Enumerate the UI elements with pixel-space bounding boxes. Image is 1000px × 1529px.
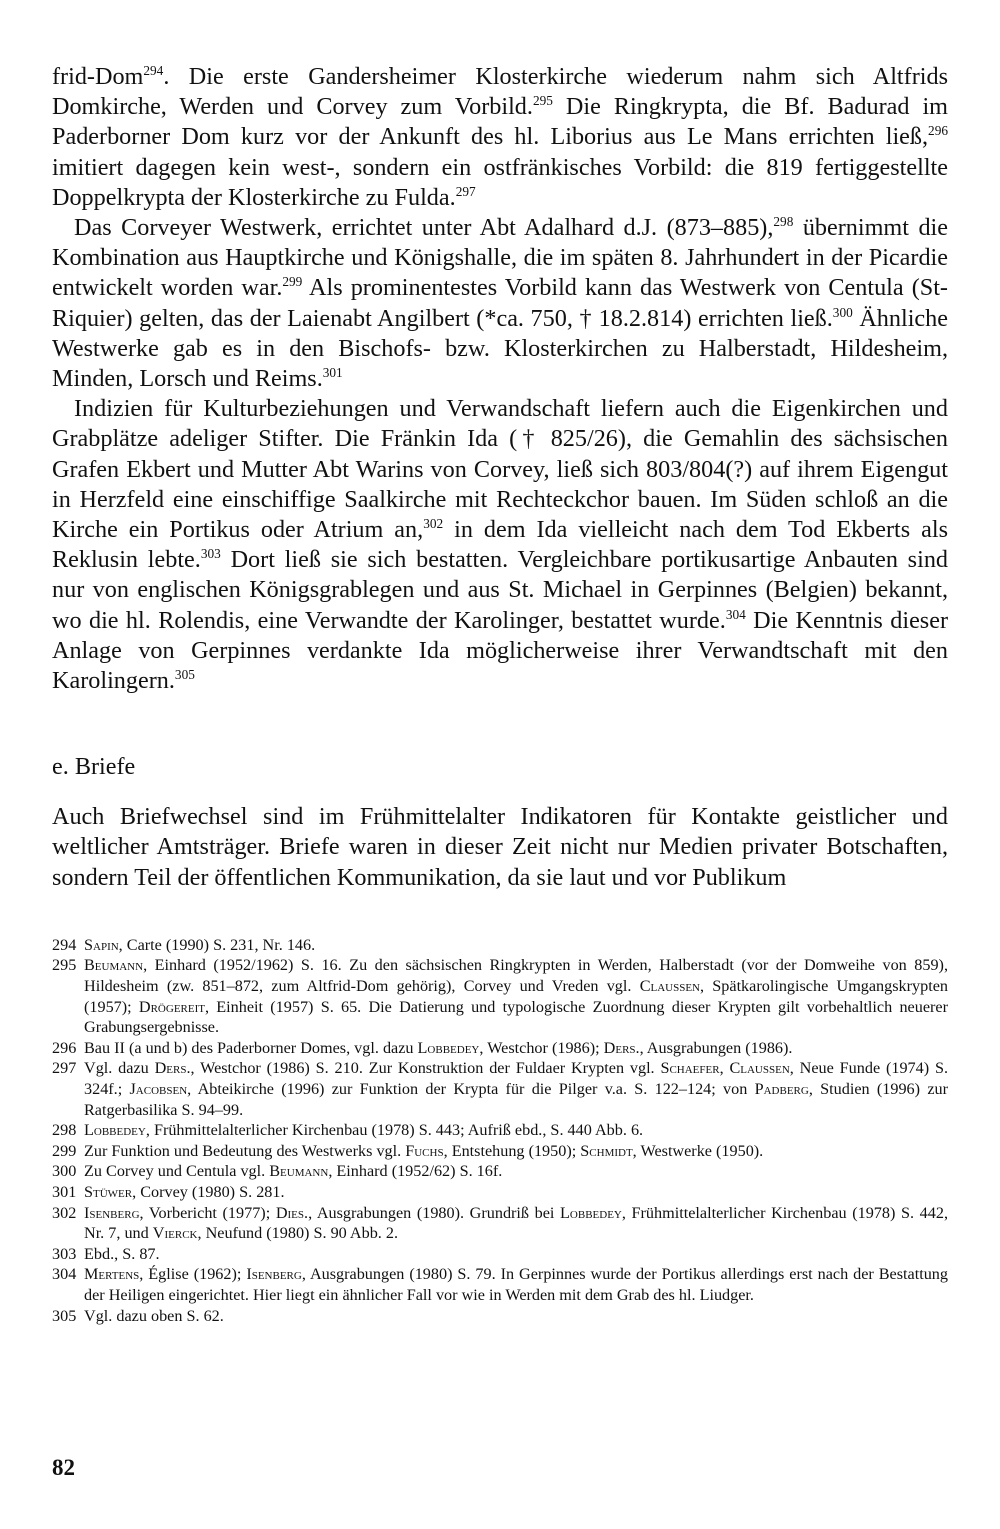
text-run: , Westchor (1986) S. 210. Zur Konstruktion der Fuldaer Krypten vgl. <box>190 1059 661 1078</box>
text-run: Zu Corvey und Centula vgl. <box>84 1162 270 1181</box>
text-run: . Die erste Gandersheimer Klosterkirche wiederum nahm sich Altfrids Domkirche, Werden und Corvey zum Vorbild. <box>52 63 948 121</box>
author-name: Vierck <box>152 1224 198 1243</box>
footnote-number: 303 <box>52 1244 77 1263</box>
author-name: Drögereit <box>138 997 205 1016</box>
text-run: , Abteikirche (1996) zur Funktion der Krypta für die Pilger v.a. S. 122–124; von <box>187 1080 755 1099</box>
text-run: , Studien (1996) zur Ratgerbasilika S. 94–99. <box>84 1080 948 1119</box>
text-run: , Carte (1990) S. 231, Nr. 146. <box>118 935 316 954</box>
body-paragraph <box>52 394 948 696</box>
author-name: Ders. <box>603 1038 640 1057</box>
text-run: , Ausgrabungen (1980) S. 79. In Gerpinnes wurde der Portikus allerdings erst nach der Bestattung der Heiligen eingerichtet. Hier liegt ein ähnlicher Fall vor wie in Werden mit dem Grab des hl. Liudger. <box>84 1265 948 1304</box>
text-run: , Frühmittelalterlicher Kirchenbau (1978) S. 443; Aufriß ebd., S. 440 Abb. 6. <box>145 1121 644 1140</box>
text-run: Vgl. dazu oben S. 62. <box>84 1306 224 1325</box>
text-run: , Neufund (1980) S. 90 Abb. 2. <box>197 1224 399 1243</box>
author-name: Beumann <box>269 1162 329 1181</box>
footnote-ref: 297 <box>455 183 476 199</box>
footnote-text <box>84 1183 285 1201</box>
footnote-number: 304 <box>52 1265 77 1284</box>
footnote-number: 296 <box>52 1038 77 1057</box>
text-run: , Ausgrabungen (1980). Grundriß bei <box>308 1203 561 1222</box>
text-run: , Einheit (1957) S. 65. Die Datierung und typologische Zuordnung dieser Krypten gilt vorbehaltlich neuerer Grabungsergebnisse. <box>84 997 948 1037</box>
footnote-number: 299 <box>52 1141 77 1160</box>
author-name: Beumann <box>84 956 144 975</box>
footnotes <box>52 935 948 1326</box>
footnote <box>52 1058 948 1120</box>
text-run: , Westchor (1986); <box>479 1038 604 1057</box>
footnote-text <box>84 956 948 1036</box>
footnote <box>52 955 948 1037</box>
footnote-ref: 305 <box>174 667 195 682</box>
footnote-ref: 303 <box>200 546 221 562</box>
text-run: , Corvey (1980) S. 281. <box>132 1183 285 1201</box>
footnote-text <box>84 1245 160 1263</box>
author-name: Jacobsen <box>129 1080 188 1099</box>
section-heading: e. Briefe <box>52 753 136 781</box>
footnote-text <box>84 936 315 954</box>
footnote-ref: 300 <box>832 304 853 320</box>
footnote <box>52 1038 948 1059</box>
footnote-text <box>84 1307 224 1325</box>
footnote-text <box>84 1059 948 1118</box>
text-run: , Westwerke (1950). <box>632 1141 764 1160</box>
footnote <box>52 1161 948 1182</box>
main-text <box>52 62 948 696</box>
text-run: , Vorbericht (1977); <box>139 1203 276 1222</box>
body-paragraph <box>52 213 948 394</box>
footnote-ref: 295 <box>532 93 553 109</box>
author-name: Isenberg <box>246 1265 302 1284</box>
author-name: Isenberg <box>84 1203 140 1222</box>
section-paragraph: Auch Briefwechsel sind im Frühmittelalter Indikatoren für Kontakte geistlicher und weltlicher Amtsträger. Briefe waren in dieser Zeit nicht nur Medien privater Botschaften, sondern Teil der öffentlichen Kommunikation, da sie laut und vor Publikum <box>52 803 948 891</box>
text-run: Die Ringkrypta, die Bf. Badurad im Paderborner Dom kurz vor der Ankunft des hl. Liborius aus Le Mans errichten ließ, <box>52 93 949 151</box>
footnote-text <box>84 1265 948 1304</box>
footnote-ref: 304 <box>725 606 746 622</box>
text-run: Das Corveyer Westwerk, errichtet unter Abt Adalhard d.J. (873–885), <box>74 214 774 242</box>
footnote <box>52 1306 948 1327</box>
author-name: Lobbedey <box>560 1203 622 1222</box>
author-name: Dies. <box>275 1203 309 1222</box>
footnote-number: 300 <box>52 1162 77 1181</box>
text-run: Bau II (a und b) des Paderborner Domes, vgl. dazu <box>84 1038 418 1057</box>
author-name: Stüwer <box>84 1183 133 1201</box>
text-run: Ähnliche Westwerke gab es in den Bischofs- bzw. Klosterkirchen zu Halberstadt, Hildesheim, Minden, Lorsch und Reims. <box>52 304 948 393</box>
footnote <box>52 1141 948 1162</box>
author-name: Claussen <box>639 977 700 996</box>
footnote-ref: 299 <box>282 274 303 290</box>
text-run: Ebd., S. 87. <box>84 1244 160 1263</box>
footnote <box>52 935 948 956</box>
text-run: Indizien für Kulturbeziehungen und Verwandschaft liefern auch die Eigenkirchen und Grabplätze adeliger Stifter. Die Fränkin Ida († 825/26), die Gemahlin des sächsischen Grafen Ekbert und Mutter Abt Warins von Corvey, ließ sich 803/804(?) auf ihrem Eigengut in Herzfeld eine einschiffige Saalkirche mit Rechteckchor bauen. Im Süden schloß an die Kirche ein Portikus oder Atrium an, <box>52 395 948 544</box>
text-run: in dem Ida vielleicht nach dem Tod Ekberts als Reklusin lebte. <box>52 516 948 574</box>
author-name: Mertens <box>84 1265 140 1284</box>
author-name: Ders. <box>154 1059 191 1078</box>
text-run: , Église (1962); <box>139 1265 247 1284</box>
text-run: , Einhard (1952/62) S. 16f. <box>328 1162 503 1181</box>
footnote-number: 301 <box>52 1183 77 1201</box>
footnote <box>52 1244 948 1265</box>
text-run: , Neue Funde (1974) S. 324f.; <box>84 1059 949 1099</box>
author-name: Padberg <box>754 1080 809 1099</box>
footnote-text <box>84 1204 948 1243</box>
text-run: Als prominentestes Vorbild kann das Westwerk von Centula (St-Riquier) gelten, das der Laienabt Angilbert (*ca. 750, † 18.2.814) errichten ließ. <box>52 274 948 332</box>
footnote-text <box>84 1121 643 1139</box>
footnote-text <box>84 1162 502 1180</box>
author-name: Lobbedey <box>84 1121 146 1140</box>
text-run: , <box>719 1059 730 1078</box>
text-run: , Einhard (1952/1962) S. 16. Zu den sächsischen Ringkrypten in Werden, Halberstadt (vor der Domweihe von 859), Hildesheim (zw. 851–872, zum Altfrid-Dom gehörig), Corvey und Vreden vgl. <box>84 956 948 996</box>
author-name: Claussen <box>729 1059 790 1078</box>
body-paragraph <box>52 62 948 213</box>
footnote-text <box>84 1142 763 1160</box>
footnote-number: 305 <box>52 1306 77 1325</box>
footnote <box>52 1264 948 1305</box>
section-text <box>52 802 948 893</box>
footnote-text <box>84 1039 792 1057</box>
author-name: Fuchs <box>405 1141 444 1160</box>
footnote <box>52 1182 948 1203</box>
text-run: Dort ließ sie sich bestatten. Vergleichbare portikusartige Anbauten sind nur von englischen Königsgrablegen und aus St. Michael in Gerpinnes (Belgien) bekannt, wo die hl. Rolendis, eine Verwandte der Karolinger, bestattet wurde. <box>52 546 949 634</box>
text-run: , Entstehung (1950); <box>443 1141 581 1160</box>
text-run: , Spätkarolingische Umgangskrypten (1957); <box>84 977 948 1016</box>
author-name: Lobbedey <box>417 1038 480 1057</box>
page-content <box>52 62 948 1326</box>
footnote <box>52 1203 948 1244</box>
footnote-ref: 298 <box>773 213 794 229</box>
footnote-ref: 302 <box>423 515 444 531</box>
footnote-ref: 294 <box>143 62 164 78</box>
footnote-number: 298 <box>52 1121 77 1140</box>
footnote-number: 295 <box>52 956 77 975</box>
footnote-number: 294 <box>52 935 77 954</box>
author-name: Sapin <box>84 935 119 954</box>
footnote-number: 302 <box>52 1203 77 1222</box>
text-run: Zur Funktion und Bedeutung des Westwerks vgl. <box>84 1141 406 1160</box>
text-run: , Ausgrabungen (1986). <box>639 1038 793 1057</box>
footnote <box>52 1120 948 1141</box>
page-number: 82 <box>52 1455 75 1480</box>
footnote-ref: 301 <box>322 364 343 380</box>
author-name: Schaefer <box>660 1059 720 1078</box>
text-run: übernimmt die Kombination aus Hauptkirche und Königshalle, die im späten 8. Jahrhundert in der Picardie entwickelt worden war. <box>52 214 948 302</box>
footnote-number: 297 <box>52 1059 77 1078</box>
text-run: imitiert dagegen kein west-, sondern ein ostfränkisches Vorbild: die 819 fertiggestellte Doppelkrypta der Klosterkirche zu Fulda. <box>52 153 948 211</box>
author-name: Schmidt <box>580 1141 633 1160</box>
text-run: frid-Dom <box>52 63 144 90</box>
text-run: , Frühmittelalterlicher Kirchenbau (1978) S. 442, Nr. 7, und <box>84 1203 948 1243</box>
text-run: Vgl. dazu <box>84 1059 155 1078</box>
footnote-ref: 296 <box>928 123 948 139</box>
text-run: Die Kenntnis dieser Anlage von Gerpinnes verdankte Ida möglicherweise ihrer Verwandtschaft mit den Karolingern. <box>52 606 949 695</box>
